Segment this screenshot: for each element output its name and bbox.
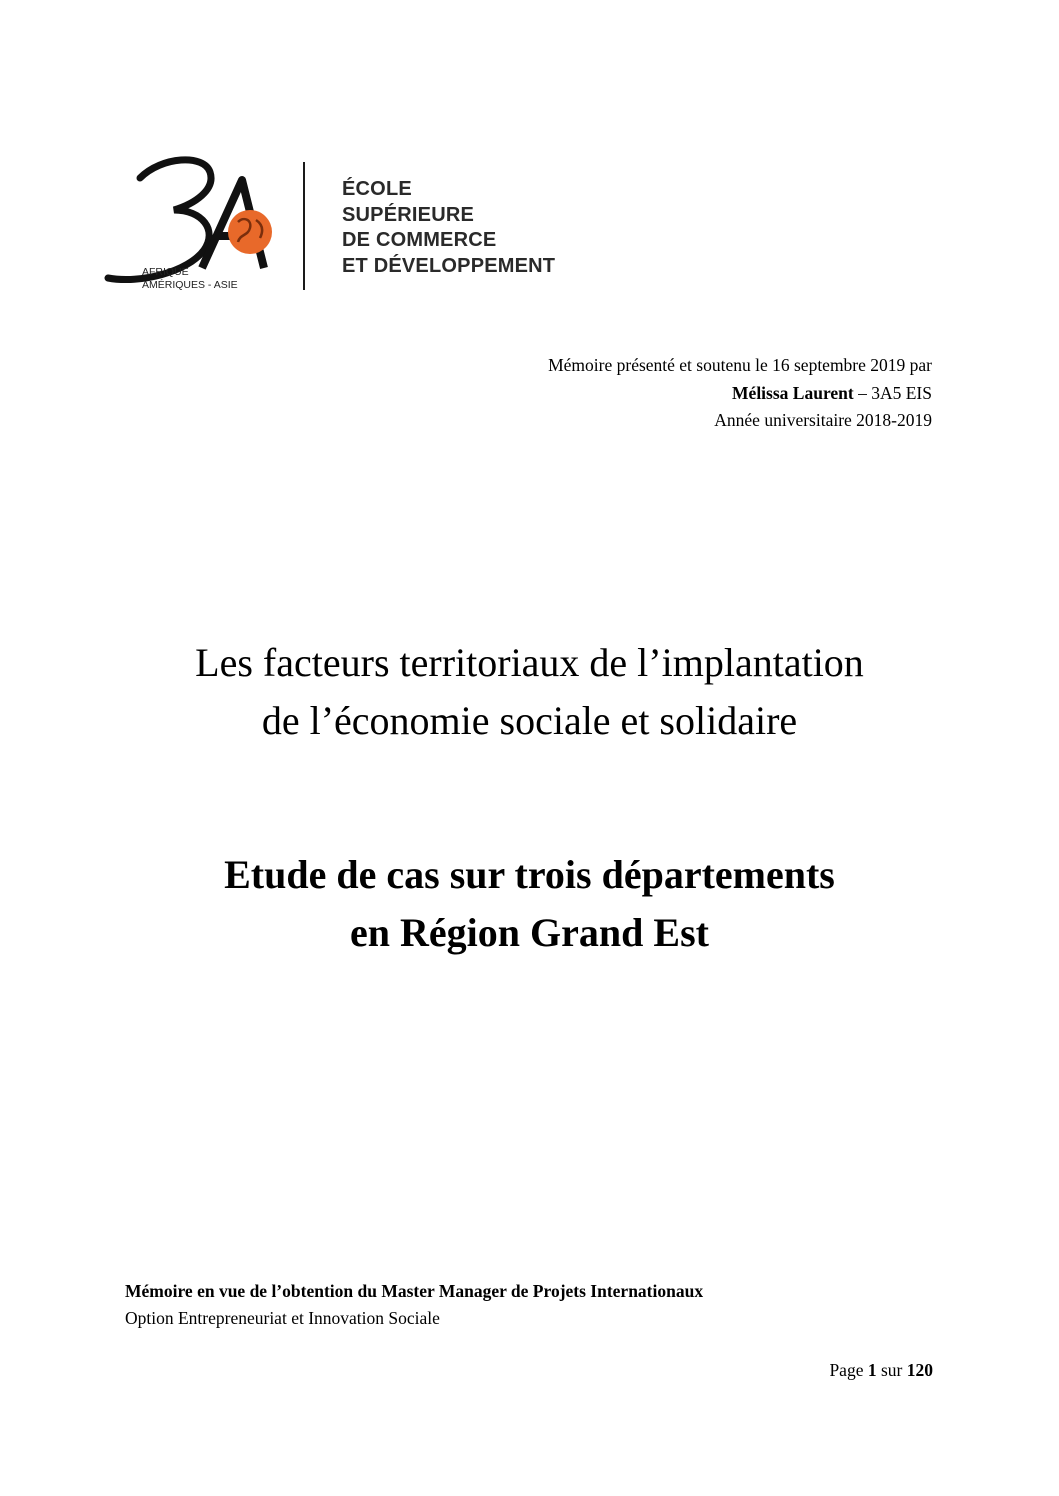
page-number xyxy=(829,1358,933,1382)
logo-3-stroke xyxy=(108,160,211,280)
page-separator: sur xyxy=(876,1360,907,1380)
school-name-line4: ET DÉVELOPPEMENT xyxy=(342,254,556,277)
school-name xyxy=(342,177,555,279)
degree-line: Mémoire en vue de l’obtention du Master Manager de Projets Internationaux xyxy=(125,1281,704,1301)
document-title xyxy=(0,634,1059,750)
logo-caption-line1: AFRIQUE xyxy=(142,266,189,278)
logo-globe xyxy=(228,210,272,254)
school-name-line2: SUPÉRIEURE xyxy=(342,203,475,226)
document-subtitle xyxy=(0,846,1059,962)
page-prefix: Page xyxy=(829,1360,868,1380)
author-program: – 3A5 EIS xyxy=(853,382,932,403)
logo-caption xyxy=(142,266,238,291)
author-name: Mélissa Laurent xyxy=(732,382,854,403)
logo-caption-line2: AMÉRIQUES - ASIE xyxy=(142,278,238,291)
submission-info xyxy=(548,352,932,435)
author-line xyxy=(548,380,932,408)
document-title-line1: Les facteurs territoriaux de l’implantation xyxy=(195,640,864,685)
document-title-line2: de l’économie sociale et solidaire xyxy=(261,698,798,743)
school-name-line1: ÉCOLE xyxy=(342,178,412,200)
logo-divider xyxy=(303,162,305,290)
option-line: Option Entrepreneuriat et Innovation Sociale xyxy=(125,1308,440,1328)
academic-year: Année universitaire 2018-2019 xyxy=(714,410,932,430)
degree-info xyxy=(125,1278,703,1332)
school-name-line3: DE COMMERCE xyxy=(342,229,497,251)
current-page: 1 xyxy=(867,1360,877,1380)
submission-line: Mémoire présenté et soutenu le 16 septembre 2019 par xyxy=(548,355,932,375)
document-subtitle-line2: en Région Grand Est xyxy=(350,910,709,955)
total-pages: 120 xyxy=(906,1360,933,1380)
school-logo xyxy=(100,150,560,300)
document-subtitle-line1: Etude de cas sur trois départements xyxy=(224,852,835,897)
